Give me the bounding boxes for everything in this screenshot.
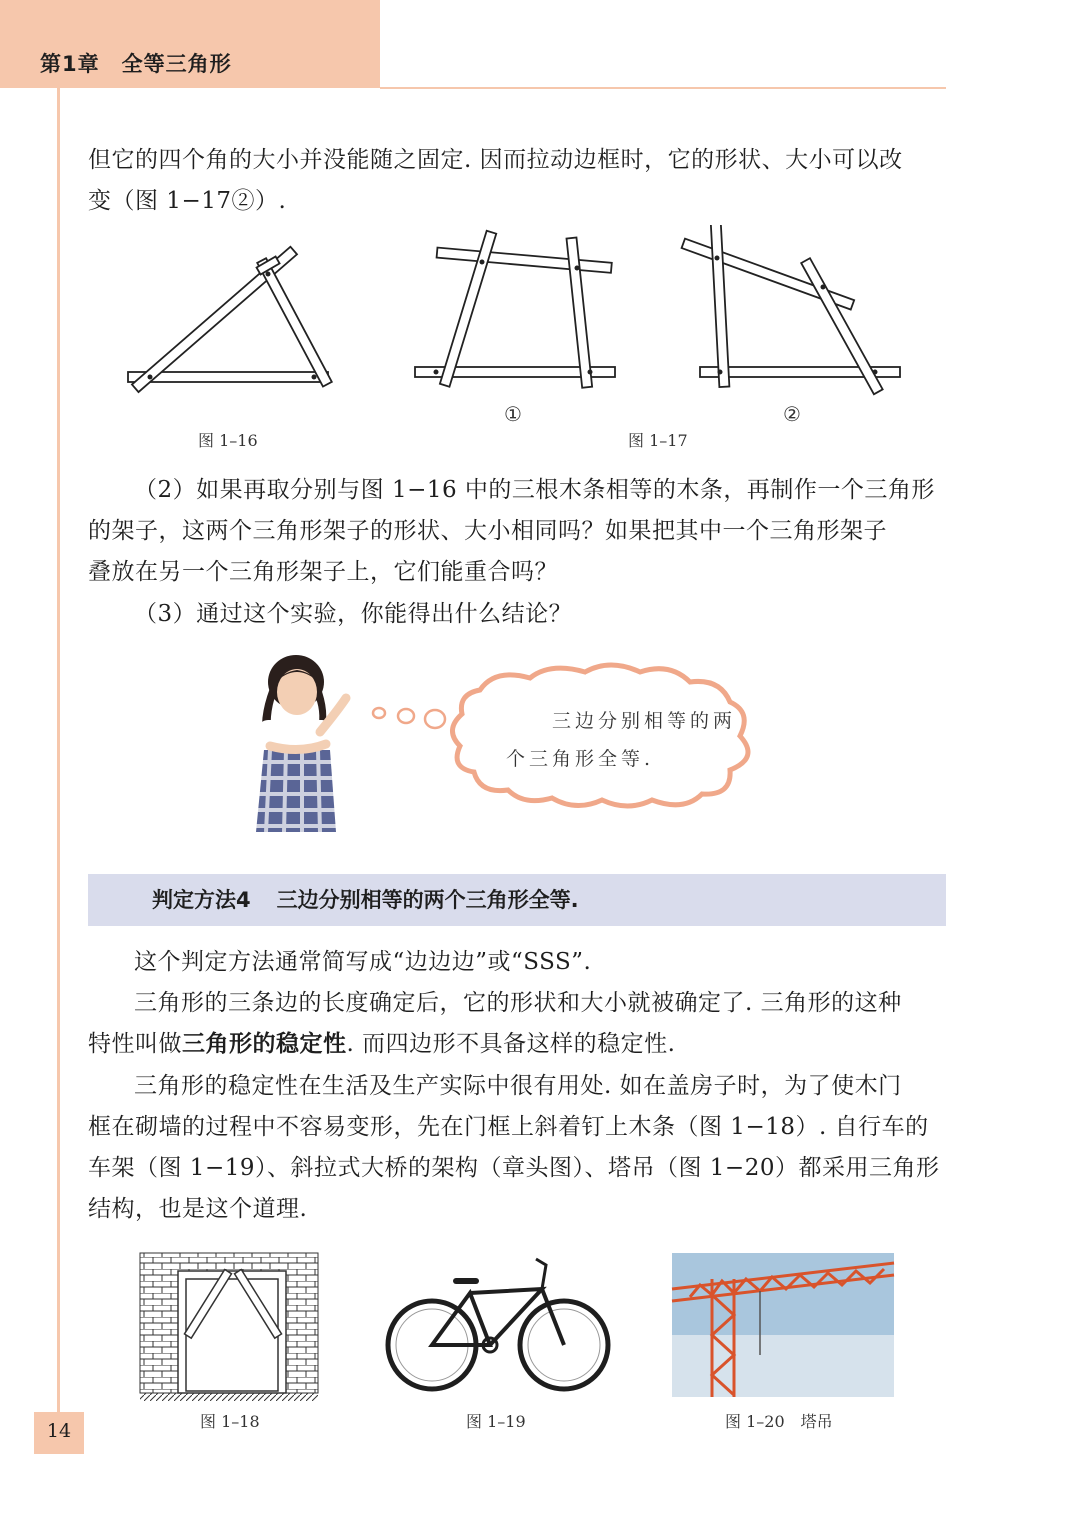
- page-number: 14: [46, 1420, 72, 1442]
- term-triangle-stability: 三角形的稳定性: [182, 1031, 347, 1057]
- girl-illustration: [256, 655, 346, 832]
- thought-text-line1: 三边分别相等的两: [552, 710, 737, 732]
- paragraph-sss: 这个判定方法通常简写成“边边边”或“SSS”.: [134, 949, 592, 975]
- fig17-caption: 图 1–17: [628, 431, 688, 450]
- fig17-quad-2: [682, 225, 900, 394]
- fig17-quad-1: [415, 231, 615, 388]
- fig16-triangle: [128, 247, 332, 392]
- paragraph-stability: 三角形的三条边的长度确定后，它的形状和大小就被确定了. 三角形的这种 特性叫做三角形的稳定性. 而四边形不具备这样的稳定性.: [88, 990, 902, 1057]
- thought-text-line2: 个三角形全等.: [506, 748, 655, 770]
- thought-dots: [373, 708, 445, 728]
- chapter-title: [40, 48, 232, 78]
- fig20-caption: 图 1–20 塔吊: [725, 1412, 833, 1431]
- figures-wood-frames: [0, 225, 1080, 455]
- method-text: 三边分别相等的两个三角形全等.: [276, 888, 579, 912]
- fig16-caption: 图 1–16: [198, 431, 258, 450]
- paragraph-intro: 但它的四个角的大小并没能随之固定. 因而拉动边框时，它的形状、大小可以改: [88, 147, 903, 173]
- paragraph-usage: 三角形的稳定性在生活及生产实际中很有用处. 如在盖房子时，为了使木门 框在砌墙的过程中不容易变形，先在门框上斜着钉上木条（图 1−18）. 自行车的 车架（图 1−19）、斜拉式大桥的架构（章头图）、塔吊（图 1−20）都采用三角形 结构，也是这个道理.: [88, 1073, 940, 1222]
- fig17-label-2: ②: [783, 402, 801, 426]
- figures-applications: [0, 1245, 1080, 1445]
- chapter-name: 全等三角形: [121, 52, 232, 76]
- chapter-number: 第1章: [40, 52, 100, 76]
- paragraph-intro-line2: 变（图 1−17②）.: [88, 188, 287, 214]
- question-3: （3）通过这个实验，你能得出什么结论？: [134, 601, 573, 627]
- fig18-door-frame: [140, 1253, 318, 1401]
- fig17-label-1: ①: [504, 402, 522, 426]
- method-statement: [152, 884, 579, 914]
- fig19-caption: 图 1–19: [466, 1412, 526, 1431]
- method-label: 判定方法4: [152, 888, 251, 912]
- fig18-caption: 图 1–18: [200, 1412, 260, 1431]
- question-2: （2）如果再取分别与图 1−16 中的三根木条相等的木条，再制作一个三角形 的架子，这两个三角形架子的形状、大小相同吗？如果把其中一个三角形架子 叠放在另一个三角形架子上，它们能重合吗？: [88, 477, 935, 585]
- header-rule: [380, 87, 946, 89]
- thought-cloud: [452, 665, 748, 806]
- fig20-crane-photo: [672, 1253, 894, 1397]
- fig19-bicycle: [388, 1259, 608, 1389]
